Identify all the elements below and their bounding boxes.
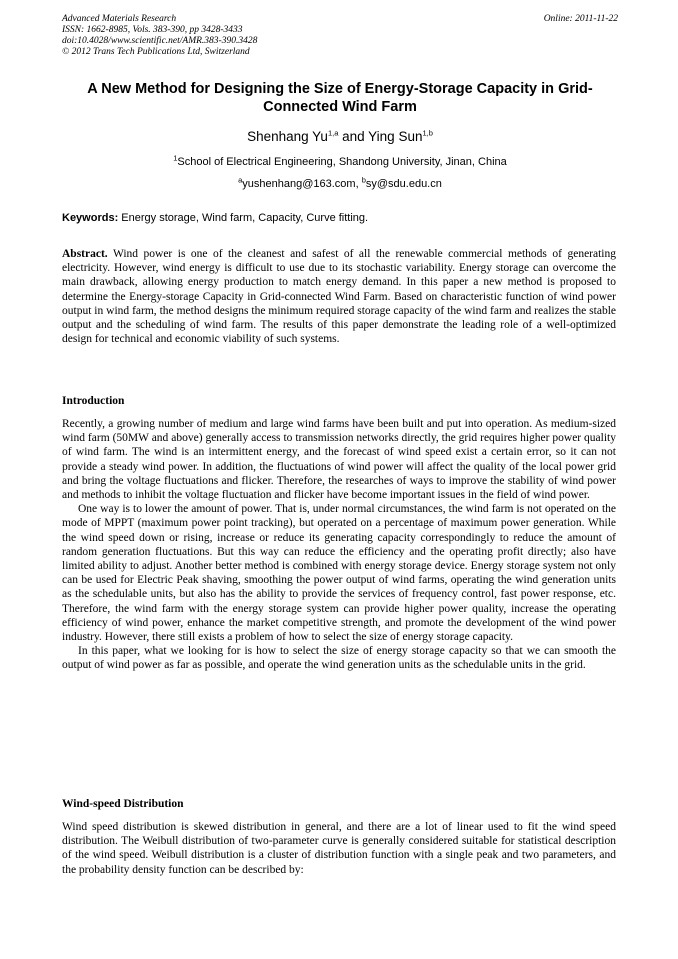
abstract: [62, 247, 616, 346]
author-line: [62, 129, 618, 144]
author-1: Shenhang Yu: [247, 129, 328, 144]
wind-speed-body: [62, 820, 616, 877]
doi-line: doi:10.4028/www.scientific.net/AMR.383-390.3428: [62, 36, 258, 46]
intro-paragraph-2: One way is to lower the amount of power. That is, under normal circumstances, the wind farm is not operated on the mode of MPPT (maximum power point tracking), but operated on a percentage of maximum power generation. While the wind speed down or rising, increase or reduce its generating capacity correspondingly to reduce the amount of random generation fluctuations. But this way can reduce the efficiency and the operating profit directly; also have limited ability to adjust. Another better method is combined with energy storage device. Energy storage system not only can be used for Electric Peak shaving, smoothing the power output of wind farms, operating the wind generation units as the schedulable units, but also has the ability to provide the services of frequency control, fast power response, etc. Therefore, the wind farm with the energy storage system can provide higher power quality, increase the operating efficiency of wind power, enhance the market competitive strength, and promote the development of the wind power industry. However, there still exists a problem of how to select the size of energy storage capacity.: [62, 503, 616, 644]
issn-line: ISSN: 1662-8985, Vols. 383-390, pp 3428-3433: [62, 25, 243, 35]
journal-header: [62, 14, 618, 58]
intro-paragraph-3: In this paper, what we looking for is how to select the size of energy storage capacity so that we can smooth the output of wind power as far as possible, and operate the wind generation units as the schedulable units in the grid.: [62, 645, 616, 672]
email-a-sup: a: [238, 175, 243, 185]
paper-title: A New Method for Designing the Size of Energy-Storage Capacity in Grid-Connected Wind Farm: [87, 81, 593, 115]
wind-paragraph: Wind speed distribution is skewed distribution in general, and there are a lot of linear used to fit the wind speed distribution. The Weibull distribution of two-parameter curve is generally considered suitable for statistical description of the wind speed. Weibull distribution is a cluster of distribution function with a single peak and two parameters, and the probability density function can be described by:: [62, 821, 616, 876]
email-b-sup: b: [361, 175, 366, 185]
email-b: sy@sdu.edu.cn: [365, 178, 442, 190]
copyright-line: © 2012 Trans Tech Publications Ltd, Switzerland: [62, 47, 250, 57]
keywords-text: Energy storage, Wind farm, Capacity, Curve fitting.: [118, 212, 369, 224]
introduction-body: [62, 417, 616, 673]
author-2: Ying Sun: [368, 129, 423, 144]
wind-speed-heading: Wind-speed Distribution: [62, 798, 184, 810]
emails: [62, 175, 618, 190]
keywords-label: Keywords:: [62, 212, 119, 224]
author-1-sup: 1,a: [327, 128, 339, 138]
abstract-label: Abstract.: [62, 248, 108, 260]
affiliation-text: School of Electrical Engineering, Shandong University, Jinan, China: [177, 156, 507, 168]
author-2-sup: 1,b: [422, 128, 433, 138]
introduction-heading: Introduction: [62, 395, 125, 407]
affiliation: [62, 153, 618, 168]
author-conjunction: and: [338, 129, 369, 144]
affiliation-sup: 1: [173, 153, 178, 163]
keywords: [62, 212, 618, 224]
online-date: Online: 2011-11-22: [543, 14, 618, 24]
abstract-text: Wind power is one of the cleanest and safest of all the renewable commercial methods of generating electricity. However, wind energy is difficult to use due to its stochastic variability. Energy storage can overcome the main drawback, allowing energy production to match energy demand. In this paper a new method is proposed to determine the Energy-storage Capacity in Grid-connected Wind Farm. Based on characteristic function of wind power output in wind farm, the method designs the minimum required storage capacity of the wind farm and realizes the stable output and the scheduling of wind farm. The results of this paper demonstrate the leading role of a well-optimized design for technical and economic viability of such systems.: [62, 248, 616, 346]
journal-name: Advanced Materials Research: [62, 14, 177, 24]
email-a: yushenhang@163.com,: [242, 178, 362, 190]
intro-paragraph-1: Recently, a growing number of medium and large wind farms have been built and put into operation. As medium-sized wind farm (50MW and above) generally access to transmission networks directly, the grid requires higher power quality of wind farm. The wind is an intermittent energy, and the forecast of wind speed exist a certain error, so it can not provide a steady wind power. In addition, the fluctuations of wind power will affect the quality of the local power grid and bring the voltage fluctuations and flicker. Therefore, the researches of ways to improve the stability of wind power and methods to inhibit the voltage fluctuation and flicker have become important issues in the field of wind power.: [62, 418, 616, 502]
